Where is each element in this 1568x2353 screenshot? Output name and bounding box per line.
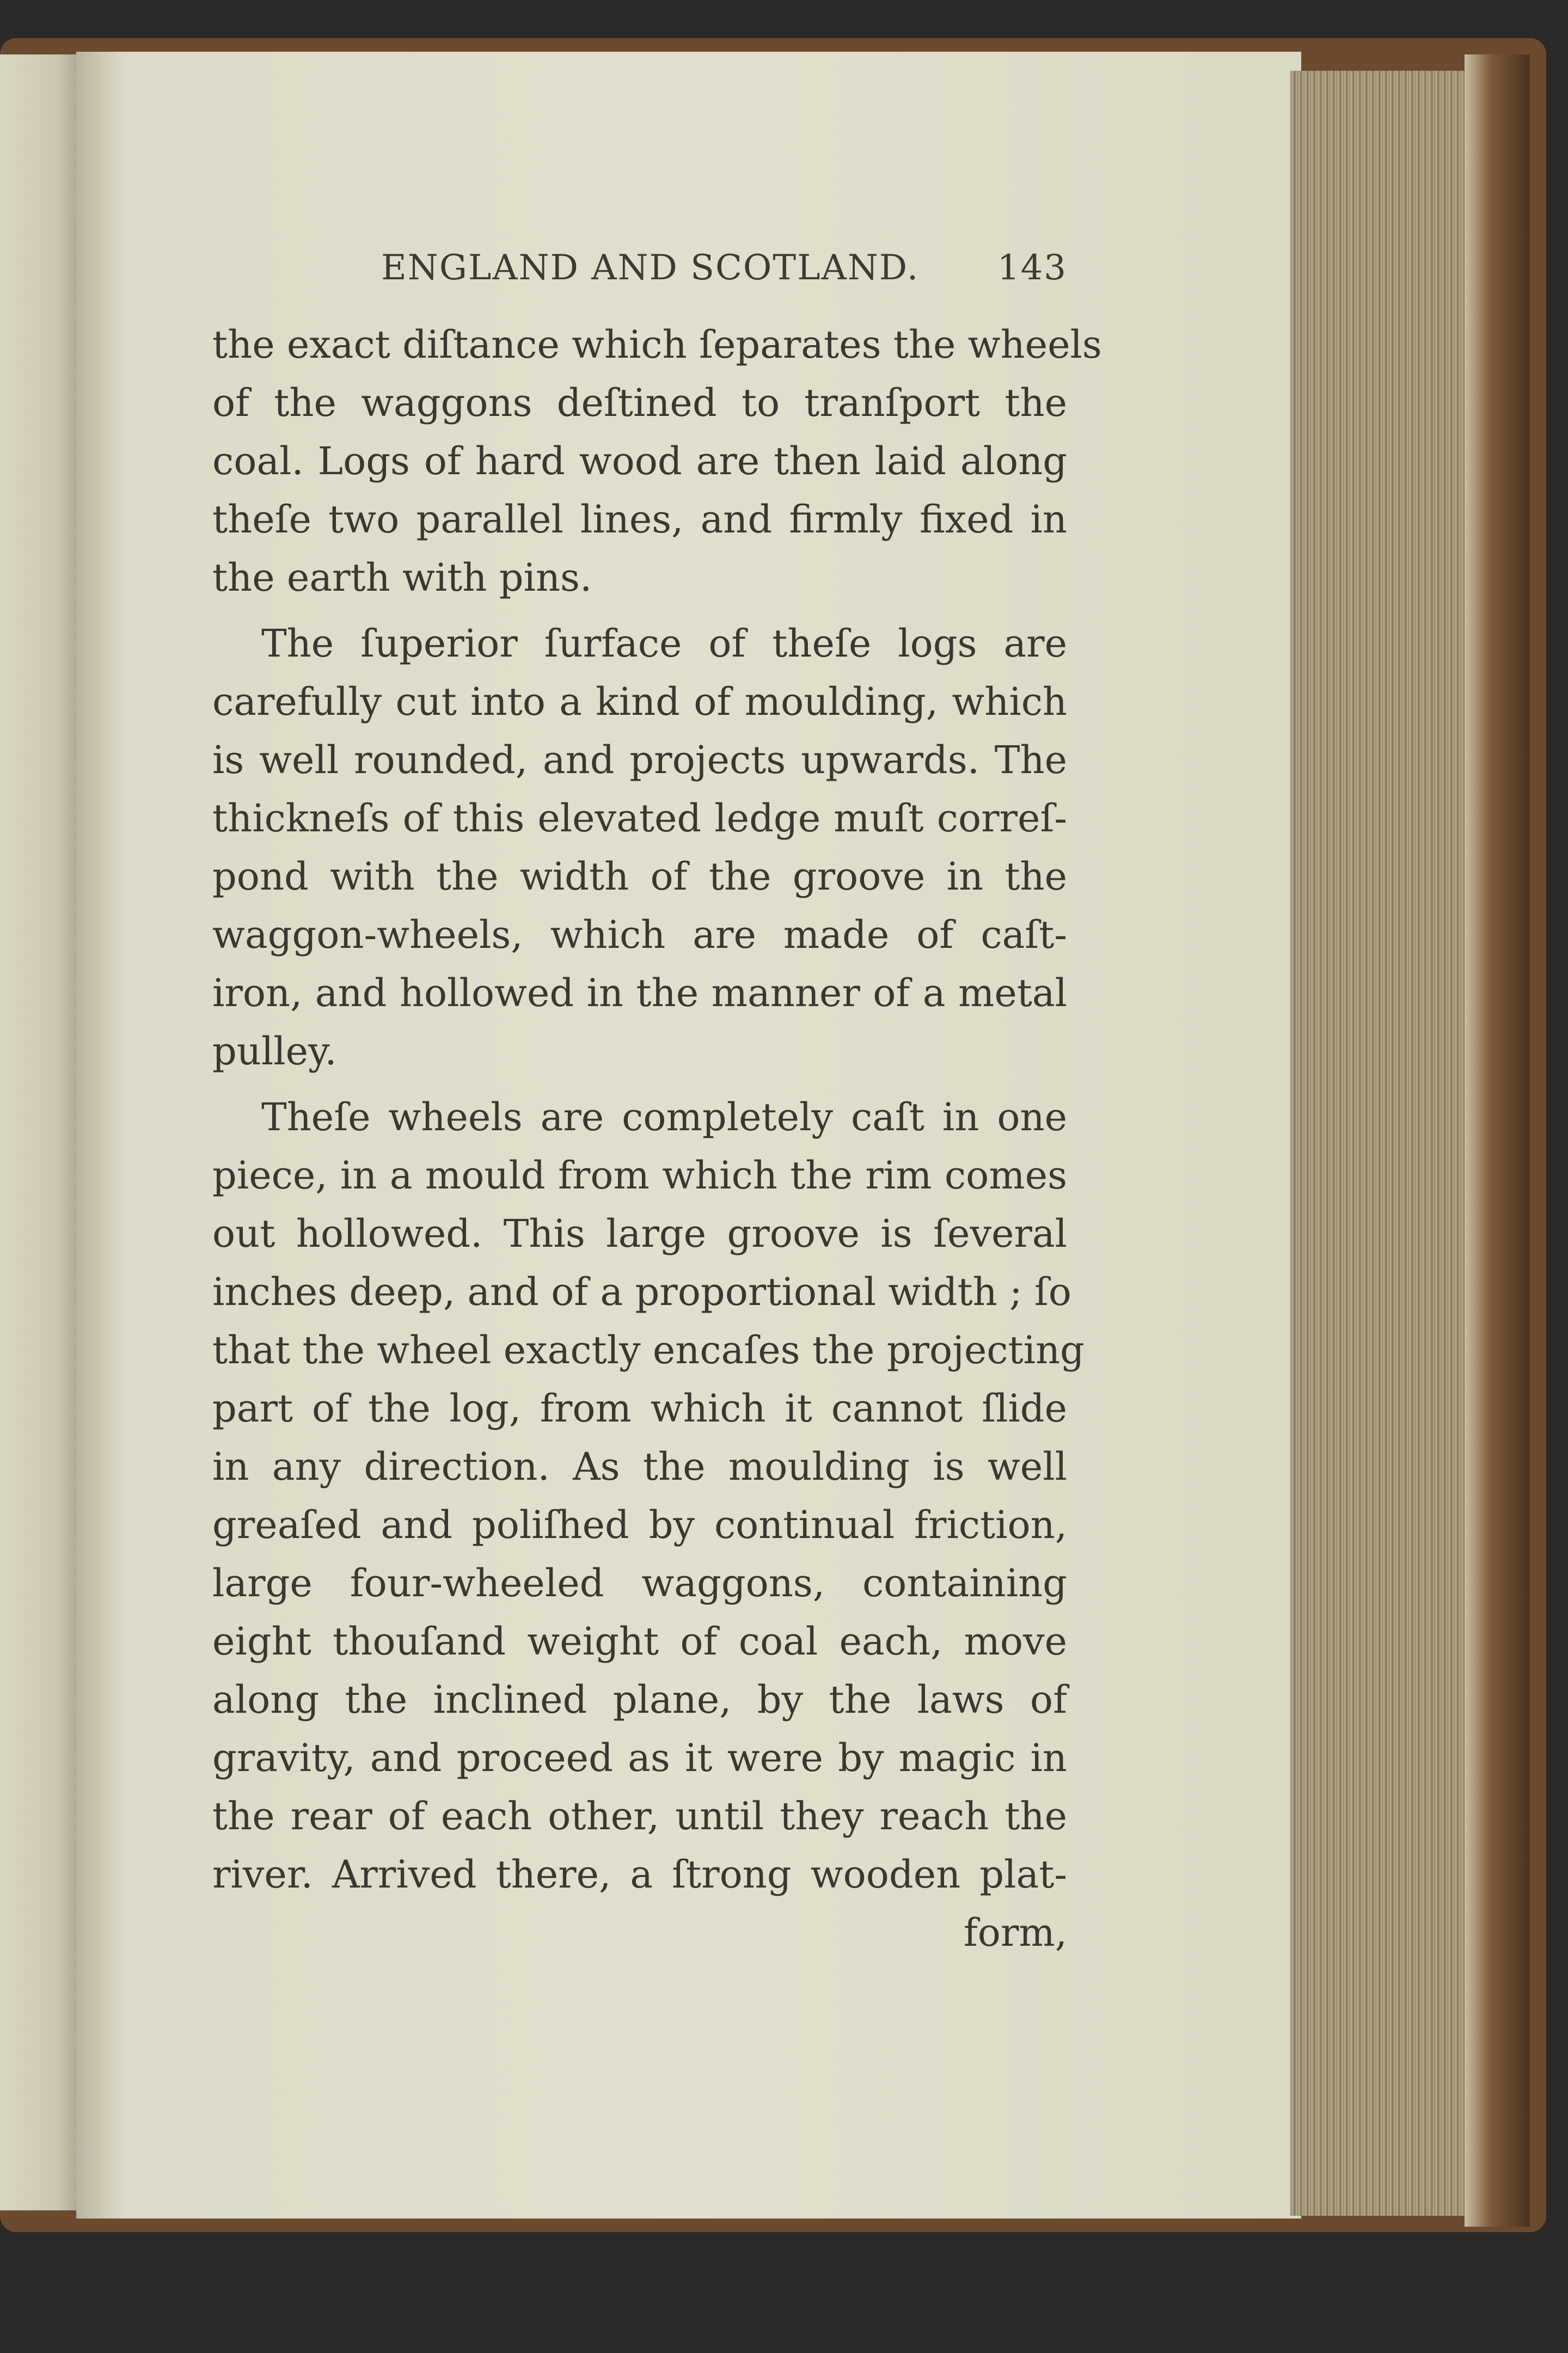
text-line: theſe two parallel lines, and firmly fixed in	[212, 497, 1067, 542]
text-line: iron, and hollowed in the manner of a metal	[212, 971, 1067, 1015]
text-line: pulley.	[212, 1029, 337, 1074]
text-line: gravity, and proceed as it were by magic in	[212, 1736, 1067, 1780]
text-line: pond with the width of the groove in the	[212, 854, 1067, 899]
text-line: the rear of each other, until they reach the	[212, 1794, 1067, 1839]
text-line: piece, in a mould from which the rim comes	[212, 1153, 1067, 1198]
page-edges	[1290, 71, 1465, 2216]
text-line: of the waggons deſtined to tranſport the	[212, 381, 1067, 425]
cover-edge	[1465, 54, 1530, 2227]
text-line: is well rounded, and projects upwards. The	[212, 738, 1067, 782]
text-line: thickneſs of this elevated ledge muſt correſ-	[212, 796, 1067, 841]
text-line: the exact diſtance which ſeparates the wheels	[212, 322, 1102, 367]
running-title: ENGLAND AND SCOTLAND.	[381, 248, 920, 288]
text-line: carefully cut into a kind of moulding, which	[212, 679, 1067, 724]
text-line: inches deep, and of a proportional width ; ſo	[212, 1270, 1071, 1314]
page-number: 143	[997, 248, 1067, 288]
text-line: out hollowed. This large groove is ſeveral	[212, 1211, 1067, 1256]
text-line: river. Arrived there, a ſtrong wooden plat-	[212, 1852, 1067, 1897]
text-line: coal. Logs of hard wood are then laid along	[212, 439, 1067, 483]
text-line: that the wheel exactly encaſes the projecting	[212, 1328, 1085, 1372]
text-line: in any direction. As the moulding is well	[212, 1444, 1067, 1489]
text-line: part of the log, from which it cannot ſlide	[212, 1386, 1067, 1431]
catchword: form,	[963, 1910, 1067, 1955]
text-line: waggon-wheels, which are made of caſt-	[212, 912, 1067, 957]
text-line: the earth with pins.	[212, 555, 592, 600]
text-line: eight thouſand weight of coal each, move	[212, 1619, 1067, 1664]
text-line: The ſuperior ſurface of theſe logs are	[261, 621, 1067, 666]
left-page-edge	[0, 54, 82, 2210]
text-line: Theſe wheels are completely caſt in one	[261, 1095, 1067, 1139]
text-line: along the inclined plane, by the laws of	[212, 1677, 1067, 1722]
text-line: greaſed and poliſhed by continual friction,	[212, 1503, 1067, 1547]
body-text	[212, 316, 1102, 1962]
text-line: large four-wheeled waggons, containing	[212, 1561, 1067, 1606]
